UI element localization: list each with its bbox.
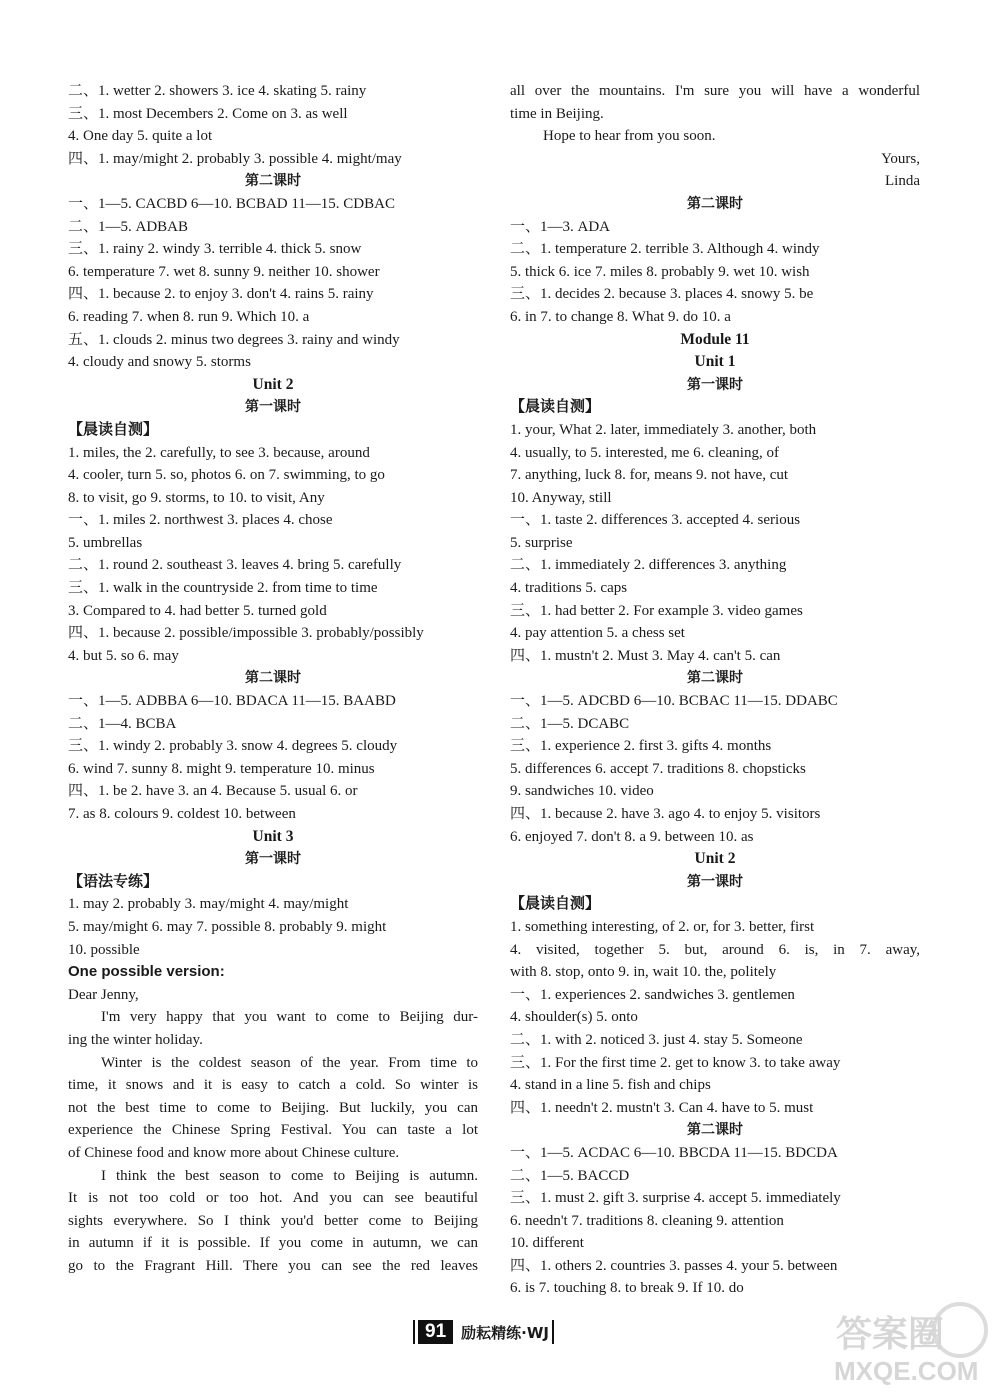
lesson-heading: 第一课时: [687, 376, 743, 393]
answer-line: 四、1. be 2. have 3. an 4. Because 5. usual 6. or: [68, 783, 358, 800]
answer-line: 6. reading 7. when 8. run 9. Which 10. a: [68, 308, 310, 325]
answer-line: 四、1. may/might 2. probably 3. possible 4. might/may: [68, 150, 402, 167]
answer-line: 4. cooler, turn 5. so, photos 6. on 7. swimming, to go: [68, 467, 385, 484]
answer-line: 10. different: [510, 1235, 584, 1252]
answer-line: 10. possible: [68, 941, 140, 958]
lesson-heading: 第一课时: [245, 851, 301, 868]
watermark-logo: [828, 1300, 993, 1390]
answer-line: 4. pay attention 5. a chess set: [510, 625, 685, 642]
answer-line: 一、1—5. CACBD 6—10. BCBAD 11—15. CDBAC: [68, 195, 395, 212]
left-column: [68, 80, 478, 1277]
answer-line: all over the mountains. I'm sure you will have a wonderful: [510, 83, 920, 99]
answer-line: 四、1. needn't 2. mustn't 3. Can 4. have to 5. must: [510, 1099, 814, 1116]
answer-line: 四、1. because 2. to enjoy 3. don't 4. rains 5. rainy: [68, 286, 374, 303]
answer-line: Dear Jenny,: [68, 986, 139, 1003]
answer-line: 6. is 7. touching 8. to break 9. If 10. do: [510, 1280, 744, 1297]
lesson-heading: 第二课时: [687, 195, 743, 212]
answer-line: 一、1—5. ADBBA 6—10. BDACA 11—15. BAABD: [68, 693, 396, 710]
answer-line: 4. traditions 5. caps: [510, 580, 628, 597]
answer-line: 6. needn't 7. traditions 8. cleaning 9. attention: [510, 1212, 784, 1229]
answer-line: 7. as 8. colours 9. coldest 10. between: [68, 806, 296, 822]
answer-line: 4. visited, together 5. but, around 6. is, in 7. away,: [510, 941, 920, 958]
answer-line: 二、1. immediately 2. differences 3. anything: [510, 557, 787, 574]
footer-divider: [552, 1320, 554, 1344]
answer-line: 6. temperature 7. wet 8. sunny 9. neither 10. shower: [68, 263, 380, 280]
answer-line: 10. Anyway, still: [510, 489, 612, 506]
answer-line: 一、1. experiences 2. sandwiches 3. gentlemen: [510, 986, 795, 1003]
answer-line: Linda: [885, 173, 920, 190]
lesson-heading: 第二课时: [687, 670, 743, 687]
answer-line: 9. sandwiches 10. video: [510, 783, 654, 800]
answer-line: experience the Chinese Spring Festival. You can taste a lot: [68, 1122, 478, 1139]
answer-line: 三、1. most Decembers 2. Come on 3. as well: [68, 105, 348, 122]
section-label: 【晨读自测】: [68, 421, 159, 438]
page-number: 91: [418, 1320, 453, 1344]
lesson-heading: 第二课时: [245, 173, 301, 190]
answer-line: 1. your, What 2. later, immediately 3. another, both: [510, 421, 817, 438]
answer-line: with 8. stop, onto 9. in, wait 10. the, politely: [510, 964, 777, 981]
right-column: [510, 80, 920, 1300]
footer-divider: [413, 1320, 415, 1344]
answer-line: 三、1. experience 2. first 3. gifts 4. months: [510, 738, 772, 755]
answer-line: of Chinese food and know more about Chinese culture.: [68, 1144, 400, 1161]
answer-line: 二、1. temperature 2. terrible 3. Although 4. windy: [510, 241, 820, 258]
unit-heading: Unit 2: [694, 850, 736, 868]
answer-line: Yours,: [881, 150, 920, 167]
answer-line: 三、1. windy 2. probably 3. snow 4. degrees 5. cloudy: [68, 738, 398, 755]
lesson-heading: 第一课时: [687, 873, 743, 890]
answer-line: 二、1—5. BACCD: [510, 1167, 630, 1184]
answer-line: 三、1. decides 2. because 3. places 4. snowy 5. be: [510, 286, 814, 303]
answer-line: 3. Compared to 4. had better 5. turned gold: [68, 602, 327, 619]
answer-line: 四、1. mustn't 2. Must 3. May 4. can't 5. can: [510, 647, 781, 664]
section-label: 【晨读自测】: [510, 896, 601, 913]
answer-line: 1. something interesting, of 2. or, for 3. better, first: [510, 918, 815, 935]
answer-line: 4. One day 5. quite a lot: [68, 128, 213, 145]
answer-line: go to the Fragrant Hill. There you can see the red leaves: [68, 1257, 478, 1274]
answer-line: 三、1. must 2. gift 3. surprise 4. accept 5. immediately: [510, 1190, 841, 1207]
answer-line: 一、1. taste 2. differences 3. accepted 4. serious: [510, 512, 801, 529]
answer-line: 7. anything, luck 8. for, means 9. not have, cut: [510, 467, 789, 484]
answer-line: 二、1—4. BCBA: [68, 715, 177, 732]
answer-line: 1. may 2. probably 3. may/might 4. may/might: [68, 896, 349, 913]
answer-line: 4. cloudy and snowy 5. storms: [68, 354, 251, 371]
answer-line: 二、1. wetter 2. showers 3. ice 4. skating 5. rainy: [68, 83, 367, 99]
answer-line: 5. surprise: [510, 534, 573, 551]
answer-line: 四、1. because 2. possible/impossible 3. probably/possibly: [68, 625, 424, 642]
answer-line: in autumn if it is possible. If you come in autumn, we can: [68, 1235, 478, 1252]
answer-line: 4. usually, to 5. interested, me 6. cleaning, of: [510, 444, 779, 461]
answer-line: 6. in 7. to change 8. What 9. do 10. a: [510, 308, 731, 325]
unit-heading: Module 11: [680, 330, 750, 348]
answer-line: 4. but 5. so 6. may: [68, 647, 179, 664]
answer-line: not the best time to come to Beijing. But luckily, you can: [68, 1099, 478, 1116]
answer-line: 6. enjoyed 7. don't 8. a 9. between 10. as: [510, 828, 754, 845]
answer-line: It is not too cold or too hot. And you can see beautiful: [68, 1190, 478, 1207]
answer-line: 三、1. For the first time 2. get to know 3. to take away: [510, 1054, 841, 1071]
answer-line: 一、1—5. ADCBD 6—10. BCBAC 11—15. DDABC: [510, 693, 838, 710]
page-footer: [410, 1318, 557, 1346]
answer-line: 5. may/might 6. may 7. possible 8. probably 9. might: [68, 918, 387, 935]
answer-line: 一、1—5. ACDAC 6—10. BBCDA 11—15. BDCDA: [510, 1144, 838, 1161]
watermark-url: MXQE.COM: [834, 1356, 979, 1386]
watermark-text: 答案圈: [836, 1313, 945, 1354]
answer-line: 1. miles, the 2. carefully, to see 3. because, around: [68, 444, 370, 461]
section-label: 【晨读自测】: [510, 399, 601, 416]
answer-line: 二、1—5. ADBAB: [68, 218, 189, 235]
lesson-heading: 第一课时: [245, 399, 301, 416]
answer-line: 四、1. because 2. have 3. ago 4. to enjoy 5. visitors: [510, 806, 821, 822]
answer-line: 6. wind 7. sunny 8. might 9. temperature 10. minus: [68, 760, 375, 777]
answer-line: ing the winter holiday.: [68, 1031, 203, 1048]
unit-heading: Unit 1: [694, 353, 736, 371]
section-label: 【语法专练】: [68, 873, 159, 890]
answer-line: 二、1. with 2. noticed 3. just 4. stay 5. Someone: [510, 1031, 803, 1048]
answer-line: Hope to hear from you soon.: [543, 128, 716, 145]
answer-line: 二、1—5. DCABC: [510, 715, 630, 732]
unit-heading: Unit 2: [252, 375, 294, 393]
answer-line: 二、1. round 2. southeast 3. leaves 4. bring 5. carefully: [68, 557, 402, 574]
sample-heading: One possible version:: [68, 963, 225, 981]
brand-label: 励耘精练·WJ: [461, 1323, 549, 1342]
answer-line: 5. differences 6. accept 7. traditions 8. chopsticks: [510, 760, 806, 777]
answer-line: 五、1. clouds 2. minus two degrees 3. rainy and windy: [68, 331, 400, 348]
answer-line: I'm very happy that you want to come to Beijing dur-: [101, 1009, 478, 1026]
answer-line: 三、1. walk in the countryside 2. from time to time: [68, 580, 378, 597]
unit-heading: Unit 3: [252, 827, 294, 845]
answer-line: time in Beijing.: [510, 105, 604, 122]
answer-line: time, it snows and it is easy to catch a cold. So winter is: [68, 1077, 478, 1094]
answer-line: 5. thick 6. ice 7. miles 8. probably 9. wet 10. wish: [510, 263, 810, 280]
answer-line: 四、1. others 2. countries 3. passes 4. your 5. between: [510, 1257, 838, 1274]
answer-line: 三、1. had better 2. For example 3. video games: [510, 602, 803, 619]
answer-line: 8. to visit, go 9. storms, to 10. to visit, Any: [68, 489, 325, 506]
answer-line: 一、1. miles 2. northwest 3. places 4. chose: [68, 512, 333, 529]
answer-line: Winter is the coldest season of the year. From time to: [101, 1054, 478, 1071]
answer-line: I think the best season to come to Beijing is autumn.: [101, 1167, 478, 1184]
answer-line: 一、1—3. ADA: [510, 218, 610, 235]
answer-line: 三、1. rainy 2. windy 3. terrible 4. thick 5. snow: [68, 241, 362, 258]
lesson-heading: 第二课时: [245, 670, 301, 687]
lesson-heading: 第二课时: [687, 1122, 743, 1139]
answer-line: 5. umbrellas: [68, 534, 143, 551]
answer-line: sights everywhere. So I think you'd better come to Beijing: [68, 1212, 478, 1229]
answer-line: 4. shoulder(s) 5. onto: [510, 1009, 638, 1026]
answer-line: 4. stand in a line 5. fish and chips: [510, 1077, 711, 1094]
